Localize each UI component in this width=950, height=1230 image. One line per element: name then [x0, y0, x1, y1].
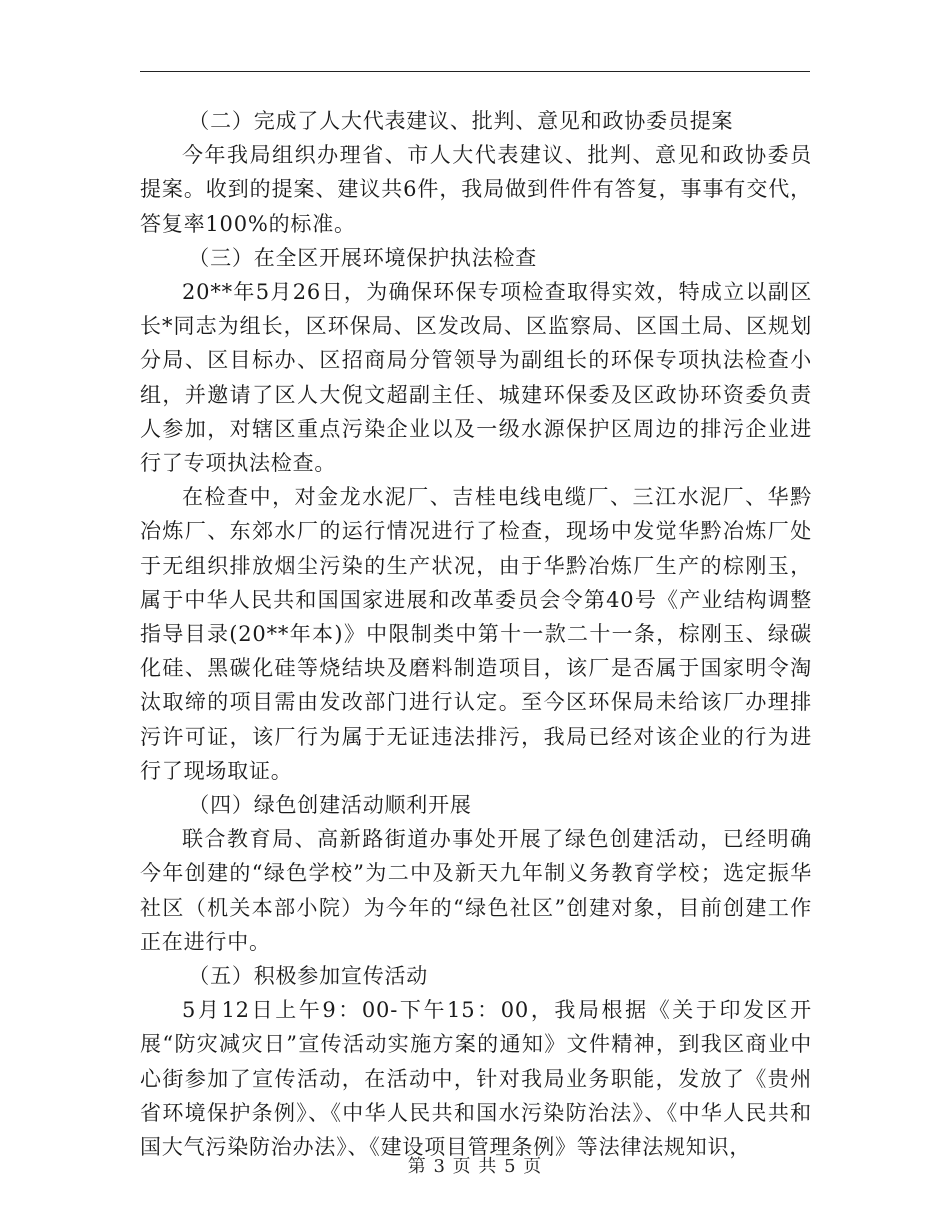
paragraph-green-creation: 联合教育局、高新路街道办事处开展了绿色创建活动，已经明确今年创建的“绿色学校”为二中及新天九年制义务教育学校；选定振华社区（机关本部小院）为今年的“绿色社区”创建对象，目前创建工作正在进行中。	[140, 827, 812, 954]
paragraph-inspection-team: 20**年5月26日，为确保环保专项检查取得实效，特成立以副区长*同志为组长，区环保局、区发改局、区监察局、区国土局、区规划分局、区目标办、区招商局分管领导为副组长的环保专项执法检查小组，并邀请了区人大倪文超副主任、城建环保委及区政协环资委负责人参加，对辖区重点污染企业以及一级水源保护区周边的排污企业进行了专项执法检查。	[140, 280, 812, 476]
document-body	[140, 104, 812, 1164]
section-heading-3: （三）在全区开展环境保护执法检查	[188, 245, 538, 270]
paragraph-proposals: 今年我局组织办理省、市人大代表建议、批判、意见和政协委员提案。收到的提案、建议共6件，我局做到件件有答复，事事有交代，答复率100%的标准。	[140, 143, 812, 236]
section-heading-4: （四）绿色创建活动顺利开展	[188, 793, 472, 818]
page-number-footer: 第 3 页 共 5 页	[407, 1156, 543, 1177]
paragraph-inspection-findings: 在检查中，对金龙水泥厂、吉桂电线电缆厂、三江水泥厂、华黔冶炼厂、东郊水厂的运行情况进行了检查，现场中发觉华黔冶炼厂处于无组织排放烟尘污染的生产状况，由于华黔冶炼厂生产的棕刚玉，属于中华人民共和国国家进展和改革委员会令第40号《产业结构调整指导目录(20**年本)》中限制类中第十一款二十一条，棕刚玉、绿碳化硅、黑碳化硅等烧结块及磨料制造项目，该厂是否属于国家明令淘汰取缔的项目需由发改部门进行认定。至今区环保局未给该厂办理排污许可证，该厂行为属于无证违法排污，我局已经对该企业的行为进行了现场取证。	[140, 485, 812, 783]
section-heading-5: （五）积极参加宣传活动	[188, 964, 429, 989]
section-heading-2: （二）完成了人大代表建议、批判、意见和政协委员提案	[188, 109, 734, 133]
header-rule	[140, 71, 810, 72]
paragraph-publicity: 5月12日上午9：00-下午15：00，我局根据《关于印发区开展“防灾减灾日”宣传活动实施方案的通知》文件精神，到我区商业中心街参加了宣传活动，在活动中，针对我局业务职能，发放了《贵州省环境保护条例》、《中华人民共和国水污染防治法》、《中华人民共和国大气污染防治办法》、《建设项目管理条例》等法律法规知识，	[140, 998, 812, 1160]
